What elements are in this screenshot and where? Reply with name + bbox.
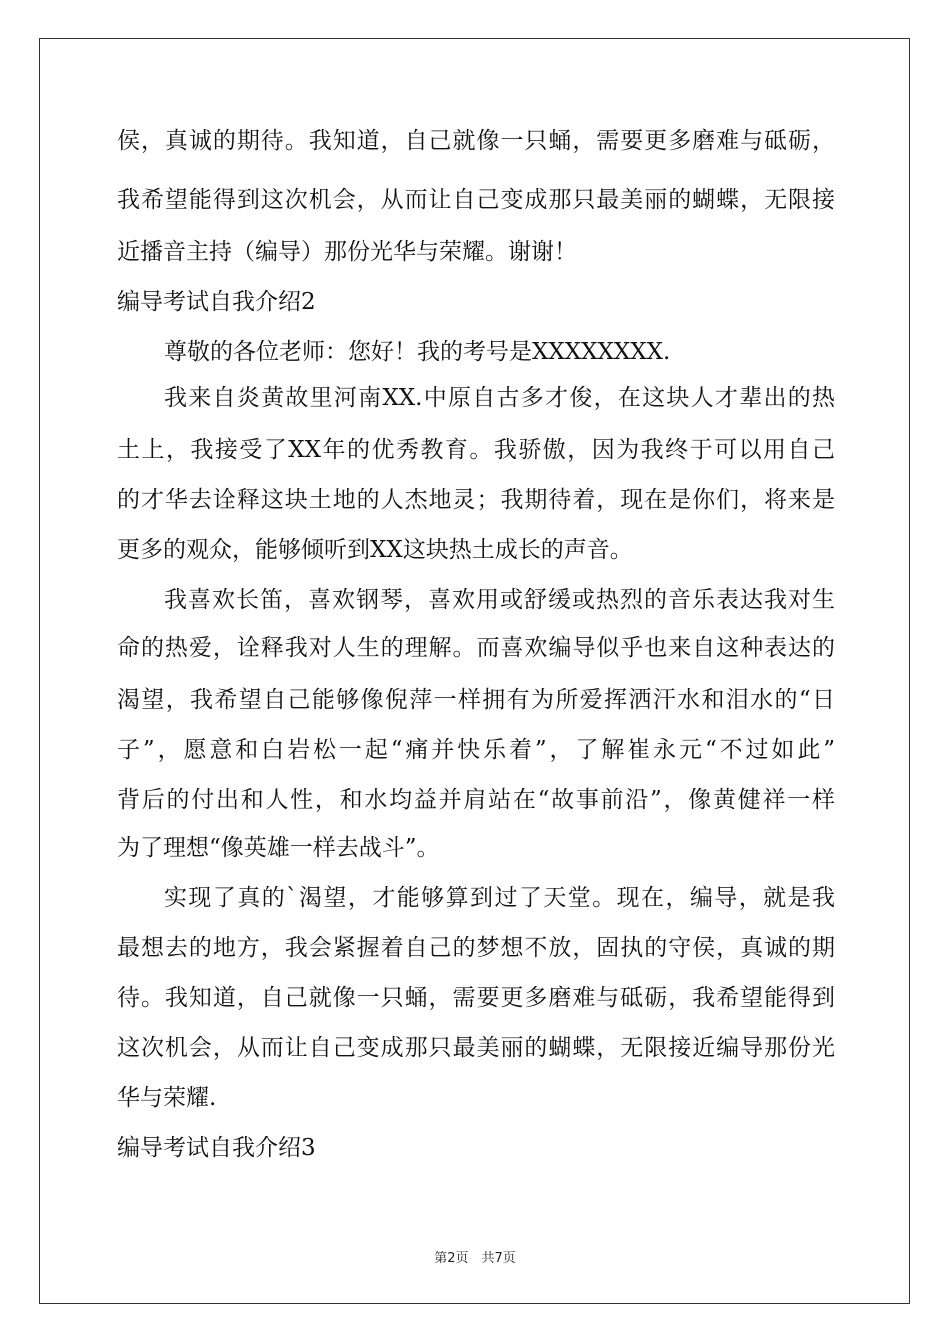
paragraph-line: 土上，我接受了XX年的优秀教育。我骄傲，因为我终于可以用自己: [117, 437, 835, 463]
paragraph-line: 我希望能得到这次机会，从而让自己变成那只最美丽的蝴蝶，无限接: [117, 187, 835, 213]
paragraph-line: 待。我知道，自己就像一只蛹，需要更多磨难与砥砺，我希望能得到: [117, 985, 835, 1011]
paragraph-line: 为了理想“像英雄一样去战斗”。: [117, 835, 440, 861]
paragraph-line: 实现了真的`渴望，才能够算到过了天堂。现在，编导，就是我: [164, 885, 835, 911]
page-number-footer: 第2页 共7页: [434, 1251, 516, 1266]
paragraph-line: 侯，真诚的期待。我知道，自己就像一只蛹，需要更多磨难与砥砺，: [117, 128, 835, 154]
paragraph-line: 我来自炎黄故里河南XX.中原自古多才俊，在这块人才辈出的热: [164, 385, 835, 411]
section-heading: 编导考试自我介绍3: [117, 1135, 316, 1161]
paragraph-line: 华与荣耀.: [117, 1085, 217, 1111]
paragraph-line: 背后的付出和人性，和水均益并肩站在“故事前沿”，像黄健祥一样: [117, 787, 835, 813]
paragraph-line: 近播音主持（编导）那份光华与荣耀。谢谢！: [117, 239, 577, 265]
section-heading: 编导考试自我介绍2: [117, 289, 316, 315]
paragraph-line: 子”，愿意和白岩松一起“痛并快乐着”，了解崔永元“不过如此”: [117, 737, 835, 763]
paragraph-line: 命的热爱，诠释我对人生的理解。而喜欢编导似乎也来自这种表达的: [117, 635, 835, 661]
paragraph-line: 渴望，我希望自己能够像倪萍一样拥有为所爱挥洒汗水和泪水的“日: [117, 687, 835, 713]
paragraph-line: 更多的观众，能够倾听到XX这块热土成长的声音。: [117, 537, 633, 563]
paragraph-line: 的才华去诠释这块土地的人杰地灵；我期待着，现在是你们，将来是: [117, 487, 835, 513]
paragraph-line: 这次机会，从而让自己变成那只最美丽的蝴蝶，无限接近编导那份光: [117, 1035, 835, 1061]
paragraph-line: 最想去的地方，我会紧握着自己的梦想不放，固执的守侯，真诚的期: [117, 935, 835, 961]
paragraph-line: 我喜欢长笛，喜欢钢琴，喜欢用或舒缓或热烈的音乐表达我对生: [164, 587, 835, 613]
paragraph-line: 尊敬的各位老师：您好！我的考号是XXXXXXXX.: [164, 339, 671, 365]
